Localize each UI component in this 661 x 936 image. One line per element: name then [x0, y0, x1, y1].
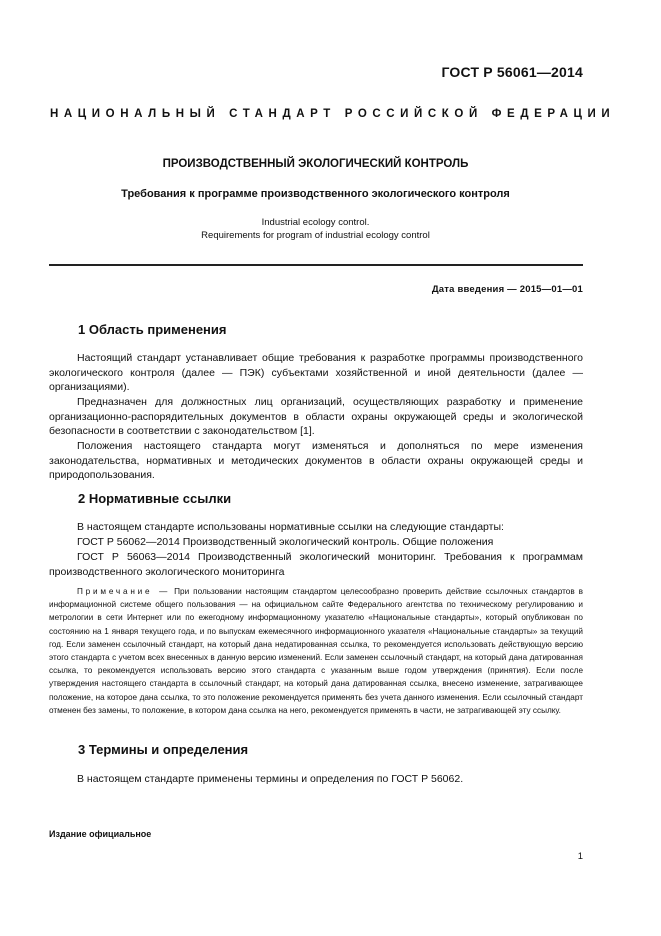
english-title-line-2: Requirements for program of industrial ecology control — [201, 230, 430, 241]
page-number: 1 — [577, 851, 583, 862]
national-standard-banner: НАЦИОНАЛЬНЫЙ СТАНДАРТ РОССИЙСКОЙ ФЕДЕРАЦИИ — [50, 108, 616, 120]
note-label: Примечание — — [77, 587, 171, 596]
section-1-paragraph-1: Настоящий стандарт устанавливает общие требования к разработке программы производственного экологического контроля (далее — ПЭК) субъектами хозяйственной и иной деятельности (далее — организациями). — [49, 352, 583, 394]
english-title — [48, 216, 583, 242]
reference-note — [49, 585, 583, 717]
document-code: ГОСТ Р 56061—2014 — [441, 64, 583, 80]
section-1-paragraph-2: Предназначен для должностных лиц организаций, осуществляющих разработку и применение организационно-распорядительных документов в области охраны окружающей среды и экологической безопасности в соответствии с законодательством [1]. — [49, 396, 583, 438]
horizontal-divider — [49, 264, 583, 266]
section-1-heading: 1 Область применения — [78, 322, 227, 337]
normative-reference-1: ГОСТ Р 56062—2014 Производственный экологический контроль. Общие положения — [77, 536, 494, 548]
official-edition-label: Издание официальное — [49, 829, 152, 839]
section-1-paragraph-3: Положения настоящего стандарта могут изменяться и дополняться по мере изменения законодательства, нормативных и методических документов в области охраны окружающей среды и природопользования. — [49, 440, 583, 482]
document-subtitle: Требования к программе производственного экологического контроля — [121, 188, 510, 200]
section-2-heading: 2 Нормативные ссылки — [78, 491, 232, 506]
section-2-intro: В настоящем стандарте использованы нормативные ссылки на следующие стандарты: — [77, 521, 504, 533]
section-3-heading: 3 Термины и определения — [78, 742, 249, 757]
english-title-line-1: Industrial ecology control. — [261, 217, 370, 228]
note-text: При пользовании настоящим стандартом целесообразно проверить действие ссылочных стандартов в информационной системе общего пользования — на официальном сайте Федерального агентства по техническому регулированию и метрологии в сети Интернет или по ежегодному информационному указателю «Национальные стандарты», который опубликован по состоянию на 1 января текущего года, и по выпускам ежемесячного информационного указателя «Национальные стандарты» за текущий год. Если заменен ссылочный стандарт, на который дана недатированная ссылка, то рекомендуется использовать действующую версию этого стандарта с учетом всех внесенных в данную версию изменений. Если заменен ссылочный стандарт, на который дана датированная ссылка, то рекомендуется использовать версию этого стандарта с указанным выше годом утверждения (принятия). Если после утверждения настоящего стандарта в ссылочный стандарт, на который дана датированная ссылка, внесено изменение, затрагивающее положение, на которое дана ссылка, то это положение рекомендуется применять без учета данного изменения. Если ссылочный стандарт отменен без замены, то положение, в котором дана ссылка на него, рекомендуется применять в части, не затрагивающей эту ссылку. — [49, 587, 584, 715]
normative-reference-2: ГОСТ Р 56063—2014 Производственный экологический мониторинг. Требования к программам производственного экологического мониторинга — [49, 551, 583, 578]
introduction-date: Дата введения — 2015—01—01 — [431, 284, 583, 295]
section-3-paragraph-1: В настоящем стандарте применены термины и определения по ГОСТ Р 56062. — [77, 773, 464, 785]
document-title: ПРОИЗВОДСТВЕННЫЙ ЭКОЛОГИЧЕСКИЙ КОНТРОЛЬ — [162, 158, 469, 170]
